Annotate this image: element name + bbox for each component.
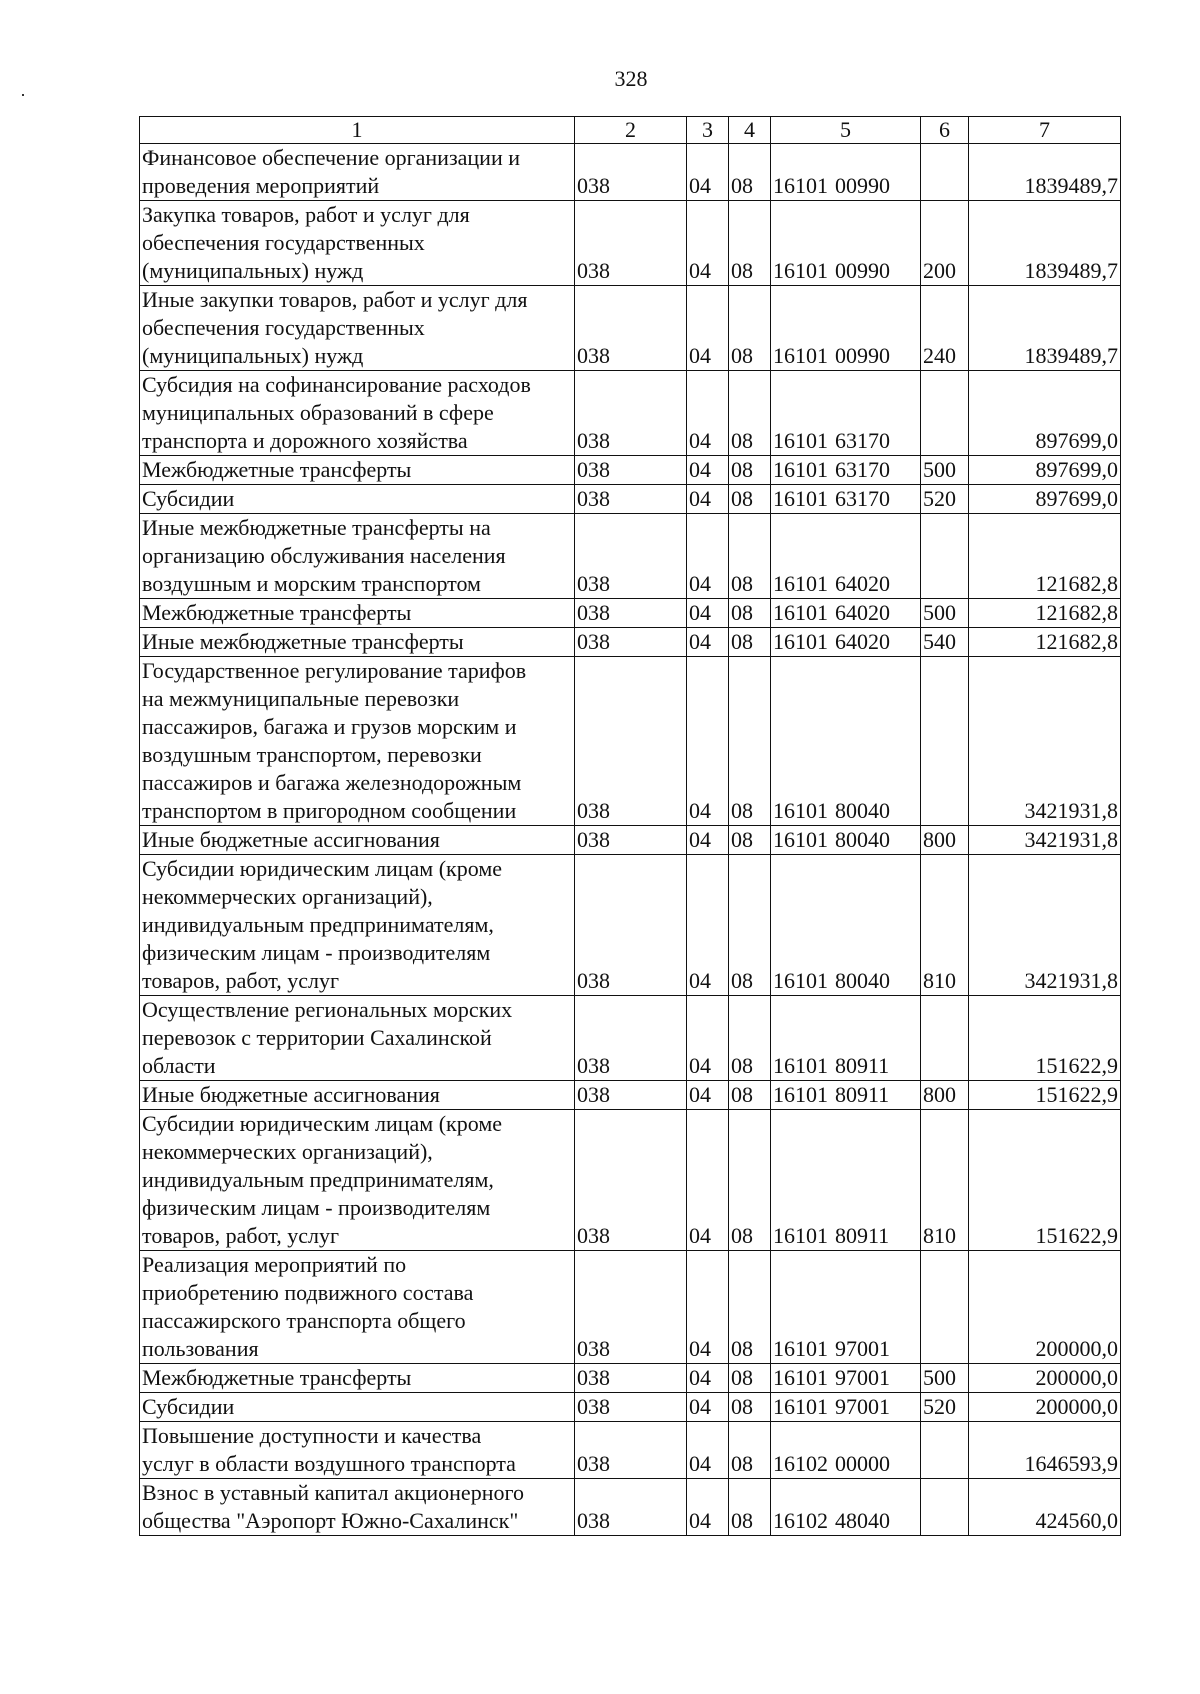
target-code-direction: 64020 — [835, 600, 890, 625]
table-row — [140, 628, 1121, 657]
target-code-direction: 63170 — [835, 486, 890, 511]
row-subsection-code: 08 — [729, 826, 771, 855]
row-section-code: 04 — [687, 1393, 729, 1422]
target-code-direction: 63170 — [835, 428, 890, 453]
target-code-direction: 00990 — [835, 173, 890, 198]
row-subsection-code: 08 — [729, 286, 771, 371]
row-target-code — [771, 826, 921, 855]
target-code-direction: 00990 — [835, 258, 890, 283]
row-subsection-code: 08 — [729, 855, 771, 996]
row-name: Субсидии юридическим лицам (кроме некоммерческих организаций), индивидуальным предпринимателям, физическим лицам - производителям товаров, работ, услуг — [140, 1110, 575, 1251]
target-code-program: 16101 — [773, 173, 828, 198]
table-body — [140, 144, 1121, 1536]
target-code-program: 16101 — [773, 1336, 828, 1361]
table-row — [140, 1479, 1121, 1536]
row-subsection-code: 08 — [729, 201, 771, 286]
target-code-program: 16101 — [773, 629, 828, 654]
row-section-code: 04 — [687, 855, 729, 996]
column-header: 4 — [729, 117, 771, 144]
row-ved-code: 038 — [575, 144, 687, 201]
row-ved-code: 038 — [575, 371, 687, 456]
target-code-program: 16102 — [773, 1451, 828, 1476]
row-section-code: 04 — [687, 826, 729, 855]
row-ved-code: 038 — [575, 1110, 687, 1251]
row-amount: 151622,9 — [969, 996, 1121, 1081]
row-name: Реализация мероприятий по приобретению подвижного состава пассажирского транспорта общего пользования — [140, 1251, 575, 1364]
row-target-code — [771, 201, 921, 286]
row-target-code — [771, 855, 921, 996]
row-expense-type-code: 520 — [921, 1393, 969, 1422]
row-amount: 897699,0 — [969, 456, 1121, 485]
row-name: Финансовое обеспечение организации и проведения мероприятий — [140, 144, 575, 201]
row-name: Закупка товаров, работ и услуг для обеспечения государственных (муниципальных) нужд — [140, 201, 575, 286]
row-amount: 200000,0 — [969, 1251, 1121, 1364]
row-target-code — [771, 456, 921, 485]
row-subsection-code: 08 — [729, 1251, 771, 1364]
target-code-program: 16101 — [773, 827, 828, 852]
row-expense-type-code: 810 — [921, 1110, 969, 1251]
row-amount: 1839489,7 — [969, 144, 1121, 201]
row-expense-type-code — [921, 996, 969, 1081]
row-expense-type-code: 500 — [921, 599, 969, 628]
row-subsection-code: 08 — [729, 514, 771, 599]
target-code-direction: 64020 — [835, 629, 890, 654]
row-subsection-code: 08 — [729, 628, 771, 657]
column-header: 1 — [140, 117, 575, 144]
row-expense-type-code: 800 — [921, 1081, 969, 1110]
row-ved-code: 038 — [575, 599, 687, 628]
row-amount: 3421931,8 — [969, 855, 1121, 996]
row-expense-type-code — [921, 144, 969, 201]
row-section-code: 04 — [687, 1251, 729, 1364]
target-code-direction: 80911 — [835, 1053, 890, 1078]
target-code-program: 16101 — [773, 486, 828, 511]
target-code-direction: 63170 — [835, 457, 890, 482]
row-ved-code: 038 — [575, 1364, 687, 1393]
row-name: Межбюджетные трансферты — [140, 456, 575, 485]
target-code-program: 16101 — [773, 428, 828, 453]
row-amount: 1839489,7 — [969, 201, 1121, 286]
row-expense-type-code: 500 — [921, 1364, 969, 1393]
row-ved-code: 038 — [575, 514, 687, 599]
row-target-code — [771, 1393, 921, 1422]
row-expense-type-code: 500 — [921, 456, 969, 485]
row-ved-code: 038 — [575, 201, 687, 286]
row-name: Субсидия на софинансирование расходов муниципальных образований в сфере транспорта и дорожного хозяйства — [140, 371, 575, 456]
row-name: Субсидии — [140, 1393, 575, 1422]
target-code-program: 16101 — [773, 258, 828, 283]
row-section-code: 04 — [687, 1364, 729, 1393]
row-section-code: 04 — [687, 657, 729, 826]
column-header: 7 — [969, 117, 1121, 144]
row-section-code: 04 — [687, 1422, 729, 1479]
row-subsection-code: 08 — [729, 657, 771, 826]
target-code-program: 16101 — [773, 457, 828, 482]
target-code-program: 16102 — [773, 1508, 828, 1533]
row-ved-code: 038 — [575, 1251, 687, 1364]
row-ved-code: 038 — [575, 485, 687, 514]
table-row — [140, 996, 1121, 1081]
row-section-code: 04 — [687, 456, 729, 485]
row-section-code: 04 — [687, 1081, 729, 1110]
target-code-program: 16101 — [773, 600, 828, 625]
table-row — [140, 1364, 1121, 1393]
target-code-program: 16101 — [773, 1365, 828, 1390]
row-target-code — [771, 1422, 921, 1479]
row-subsection-code: 08 — [729, 1081, 771, 1110]
table-row — [140, 456, 1121, 485]
row-ved-code: 038 — [575, 1081, 687, 1110]
row-target-code — [771, 996, 921, 1081]
table-row — [140, 1110, 1121, 1251]
row-target-code — [771, 371, 921, 456]
target-code-program: 16101 — [773, 798, 828, 823]
row-amount: 151622,9 — [969, 1081, 1121, 1110]
table-row — [140, 855, 1121, 996]
row-section-code: 04 — [687, 996, 729, 1081]
row-name: Межбюджетные трансферты — [140, 1364, 575, 1393]
row-subsection-code: 08 — [729, 1479, 771, 1536]
target-code-direction: 48040 — [835, 1508, 890, 1533]
row-amount: 200000,0 — [969, 1364, 1121, 1393]
row-section-code: 04 — [687, 201, 729, 286]
target-code-program: 16101 — [773, 571, 828, 596]
row-ved-code: 038 — [575, 1479, 687, 1536]
row-ved-code: 038 — [575, 855, 687, 996]
row-name: Повышение доступности и качества услуг в области воздушного транспорта — [140, 1422, 575, 1479]
row-target-code — [771, 1081, 921, 1110]
column-header: 5 — [771, 117, 921, 144]
column-header: 6 — [921, 117, 969, 144]
row-subsection-code: 08 — [729, 456, 771, 485]
row-subsection-code: 08 — [729, 1422, 771, 1479]
row-ved-code: 038 — [575, 657, 687, 826]
table-row — [140, 485, 1121, 514]
row-section-code: 04 — [687, 144, 729, 201]
row-name: Иные межбюджетные трансферты — [140, 628, 575, 657]
table-row — [140, 371, 1121, 456]
row-ved-code: 038 — [575, 826, 687, 855]
row-subsection-code: 08 — [729, 144, 771, 201]
row-target-code — [771, 485, 921, 514]
table-row — [140, 1393, 1121, 1422]
table-row — [140, 201, 1121, 286]
row-expense-type-code — [921, 1422, 969, 1479]
row-target-code — [771, 514, 921, 599]
target-code-direction: 97001 — [835, 1336, 890, 1361]
target-code-direction: 64020 — [835, 571, 890, 596]
row-amount: 3421931,8 — [969, 826, 1121, 855]
target-code-program: 16101 — [773, 1082, 828, 1107]
row-amount: 200000,0 — [969, 1393, 1121, 1422]
target-code-direction: 80911 — [835, 1082, 890, 1107]
row-name: Межбюджетные трансферты — [140, 599, 575, 628]
row-expense-type-code: 240 — [921, 286, 969, 371]
row-section-code: 04 — [687, 371, 729, 456]
row-section-code: 04 — [687, 514, 729, 599]
row-name: Иные бюджетные ассигнования — [140, 826, 575, 855]
row-expense-type-code — [921, 657, 969, 826]
row-expense-type-code: 540 — [921, 628, 969, 657]
row-amount: 121682,8 — [969, 514, 1121, 599]
row-target-code — [771, 144, 921, 201]
row-ved-code: 038 — [575, 996, 687, 1081]
row-subsection-code: 08 — [729, 1393, 771, 1422]
table-row — [140, 657, 1121, 826]
row-ved-code: 038 — [575, 286, 687, 371]
target-code-direction: 97001 — [835, 1365, 890, 1390]
target-code-direction: 80040 — [835, 968, 890, 993]
row-expense-type-code — [921, 371, 969, 456]
row-expense-type-code: 810 — [921, 855, 969, 996]
row-target-code — [771, 286, 921, 371]
target-code-direction: 80040 — [835, 827, 890, 852]
row-amount: 424560,0 — [969, 1479, 1121, 1536]
target-code-program: 16101 — [773, 968, 828, 993]
column-header: 2 — [575, 117, 687, 144]
target-code-program: 16101 — [773, 343, 828, 368]
row-amount: 3421931,8 — [969, 657, 1121, 826]
target-code-direction: 00000 — [835, 1451, 890, 1476]
row-ved-code: 038 — [575, 628, 687, 657]
target-code-direction: 97001 — [835, 1394, 890, 1419]
row-section-code: 04 — [687, 1479, 729, 1536]
row-section-code: 04 — [687, 599, 729, 628]
page-number: 328 — [614, 66, 648, 91]
table-row — [140, 1422, 1121, 1479]
row-target-code — [771, 1251, 921, 1364]
table-row — [140, 826, 1121, 855]
row-target-code — [771, 1110, 921, 1251]
table-row — [140, 286, 1121, 371]
row-subsection-code: 08 — [729, 371, 771, 456]
row-name: Субсидии — [140, 485, 575, 514]
table-row — [140, 599, 1121, 628]
column-header: 3 — [687, 117, 729, 144]
row-expense-type-code: 520 — [921, 485, 969, 514]
row-subsection-code: 08 — [729, 1110, 771, 1251]
row-amount: 897699,0 — [969, 485, 1121, 514]
row-expense-type-code — [921, 514, 969, 599]
row-name: Государственное регулирование тарифов на межмуниципальные перевозки пассажиров, багажа и грузов морским и воздушным транспортом, перевозки пассажиров и багажа железнодорожным транспортом в пригородном сообщении — [140, 657, 575, 826]
row-section-code: 04 — [687, 286, 729, 371]
row-ved-code: 038 — [575, 1393, 687, 1422]
row-name: Осуществление региональных морских перевозок с территории Сахалинской области — [140, 996, 575, 1081]
table-row — [140, 514, 1121, 599]
target-code-direction: 00990 — [835, 343, 890, 368]
row-section-code: 04 — [687, 1110, 729, 1251]
row-expense-type-code: 200 — [921, 201, 969, 286]
row-subsection-code: 08 — [729, 599, 771, 628]
scan-speck — [22, 94, 24, 96]
table-row — [140, 144, 1121, 201]
row-target-code — [771, 628, 921, 657]
table-row — [140, 1081, 1121, 1110]
row-section-code: 04 — [687, 628, 729, 657]
target-code-program: 16101 — [773, 1223, 828, 1248]
row-section-code: 04 — [687, 485, 729, 514]
header-row — [140, 117, 1121, 144]
row-subsection-code: 08 — [729, 1364, 771, 1393]
row-name: Иные закупки товаров, работ и услуг для обеспечения государственных (муниципальных) нужд — [140, 286, 575, 371]
row-amount: 151622,9 — [969, 1110, 1121, 1251]
table-row — [140, 1251, 1121, 1364]
row-target-code — [771, 657, 921, 826]
row-name: Взнос в уставный капитал акционерного общества "Аэропорт Южно-Сахалинск" — [140, 1479, 575, 1536]
row-amount: 121682,8 — [969, 599, 1121, 628]
target-code-program: 16101 — [773, 1053, 828, 1078]
row-target-code — [771, 1479, 921, 1536]
target-code-program: 16101 — [773, 1394, 828, 1419]
row-amount: 1646593,9 — [969, 1422, 1121, 1479]
row-name: Субсидии юридическим лицам (кроме некоммерческих организаций), индивидуальным предпринимателям, физическим лицам - производителям товаров, работ, услуг — [140, 855, 575, 996]
row-expense-type-code: 800 — [921, 826, 969, 855]
target-code-direction: 80040 — [835, 798, 890, 823]
row-ved-code: 038 — [575, 456, 687, 485]
budget-table — [139, 116, 1121, 1536]
row-amount: 1839489,7 — [969, 286, 1121, 371]
row-expense-type-code — [921, 1479, 969, 1536]
row-subsection-code: 08 — [729, 996, 771, 1081]
row-name: Иные бюджетные ассигнования — [140, 1081, 575, 1110]
row-target-code — [771, 599, 921, 628]
row-amount: 897699,0 — [969, 371, 1121, 456]
row-name: Иные межбюджетные трансферты на организацию обслуживания населения воздушным и морским транспортом — [140, 514, 575, 599]
row-subsection-code: 08 — [729, 485, 771, 514]
target-code-direction: 80911 — [835, 1223, 890, 1248]
row-expense-type-code — [921, 1251, 969, 1364]
row-target-code — [771, 1364, 921, 1393]
row-amount: 121682,8 — [969, 628, 1121, 657]
row-ved-code: 038 — [575, 1422, 687, 1479]
